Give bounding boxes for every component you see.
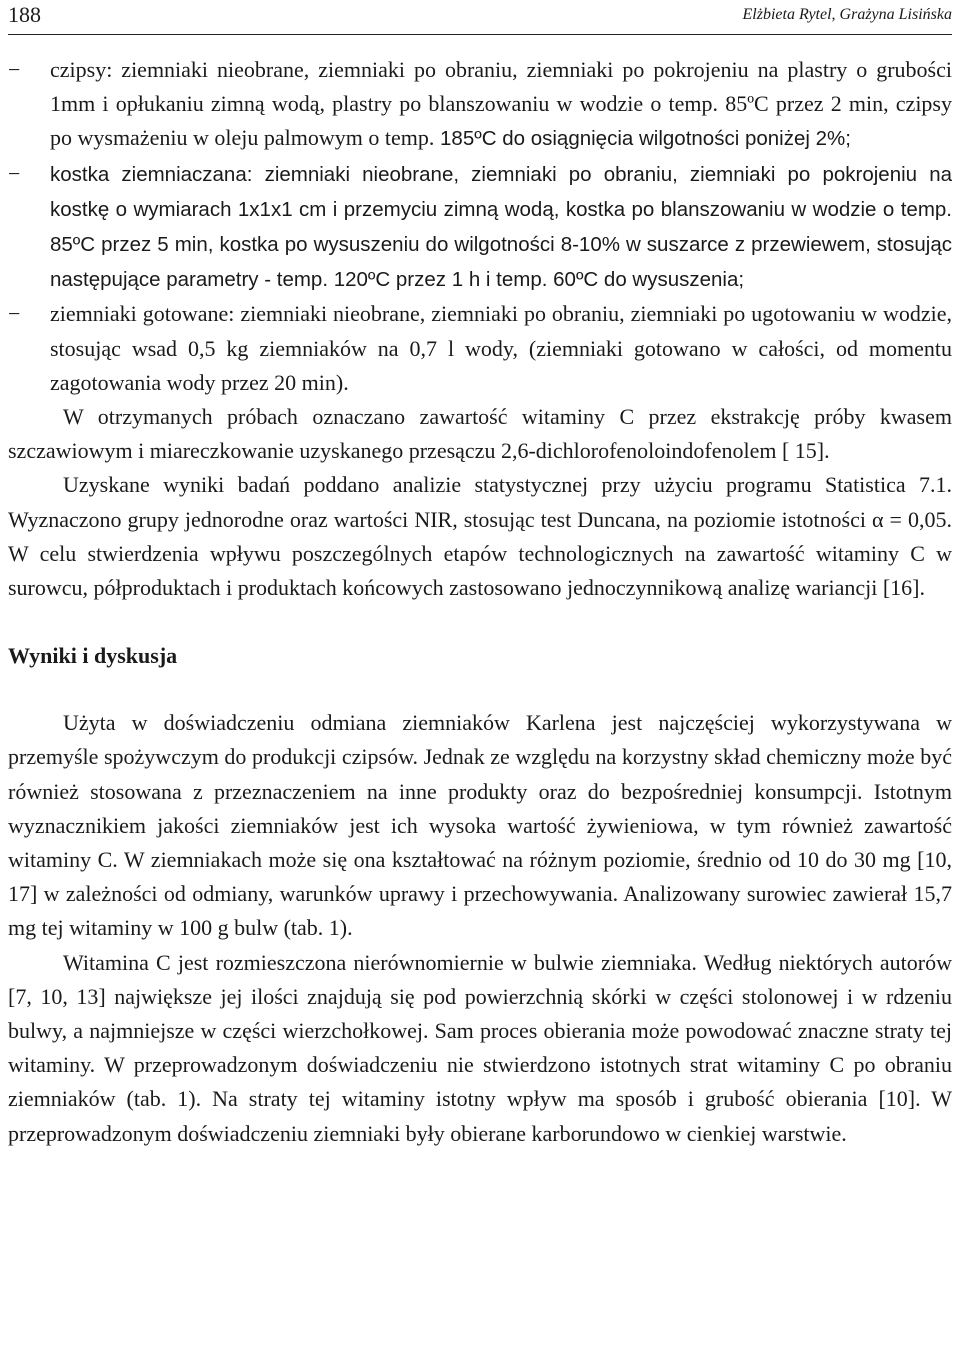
list-item-czipsy [8,53,952,157]
list-item-text-sans: kostka ziemniaczana: ziemniaki nieobrane, ziemniaki po obraniu, ziemniaki po pokrojeniu na kostkę o wymiarach 1x1x1 cm i przemyciu zimną wodą, kostka po blanszowaniu w wodzie o temp. 85ºC przez 5 min, kostka po wysuszeniu do wilgotności 8-10% w suszarce z przewiewem, stosując następujące parametry - temp. 120ºC przez 1 h i temp. 60ºC do wysuszenia; [50,162,952,292]
section-heading: Wyniki i dyskusja [8,643,178,669]
list-dash: − [8,160,21,186]
paragraph-methods-2: Uzyskane wyniki badań poddano analizie statystycznej przy użyciu programu Statistica 7.1. Wyznaczono grupy jednorodne oraz wartości NIR, stosując test Duncana, na poziomie istotności α = 0,05. W celu stwierdzenia wpływu poszczególnych etapów technologicznych na zawartość witaminy C w surowcu, półproduktach i produktach końcowych zastosowano jednoczynnikową analizę wariancji [16]. [8,472,952,601]
list-item-gotowane [8,297,952,400]
list-dash: − [8,57,21,82]
list-item-text-sans: 185ºC do osiągnięcia wilgotności poniżej 2%; [434,127,851,151]
page-body [8,53,952,1151]
paragraph-results-2: Witamina C jest rozmieszczona nierównomiernie w bulwie ziemniaka. Według niektórych autorów [7, 10, 13] największe jej ilości znajdują się pod powierzchnią skórki w części stolonowej i w rdzeniu bulwy, a najmniejsze w części wierzchołkowej. Sam proces obierania może powodować znaczne straty tej witaminy. W przeprowadzonym doświadczeniu nie stwierdzono istotnych strat witaminy C po obraniu ziemniaków (tab. 1). Na straty tej witaminy istotny wpływ ma sposób i grubość obierania [10]. W przeprowadzonym doświadczeniu ziemniaki były obierane karborundowo w cienkiej warstwie. [8,949,952,1146]
paragraph-methods-1: W otrzymanych próbach oznaczano zawartość witaminy C przez ekstrakcję próby kwasem szczawiowym i miareczkowanie uzyskanego przesączu 2,6-dichlorofenoloindofenolem [ 15]. [8,404,952,464]
page-header [8,0,952,35]
processing-steps-list [8,53,952,400]
list-dash: − [8,301,21,327]
page-number: 188 [8,2,41,27]
list-item-text: ziemniaki gotowane: ziemniaki nieobrane, ziemniaki po obraniu, ziemniaki po ugotowaniu w wodzie, stosując wsad 0,5 kg ziemniaków na 0,7 l wody, (ziemniaki gotowano w całości, od momentu zagotowania wody przez 20 min). [50,301,952,395]
list-item-kostka [8,157,952,298]
list-item-text: czipsy: ziemniaki nieobrane, ziemniaki po obraniu, ziemniaki po pokrojeniu na plastry o grubości 1mm i opłukaniu zimną wodą, plastry po blanszowaniu w wodzie o temp. 85ºC przez 2 min, czipsy po wysmażeniu w oleju palmowym o temp. [50,57,952,151]
paragraph-results-1: Użyta w doświadczeniu odmiana ziemniaków Karlena jest najczęściej wykorzystywana w przemyśle spożywczym do produkcji czipsów. Jednak ze względu na korzystny skład chemiczny może być również stosowana z przeznaczeniem na inne produkty oraz do bezpośredniej konsumpcji. Istotnym wyznacznikiem jakości ziemniaków jest ich wysoka wartość żywieniowa, w tym również zawartość witaminy C. W ziemniakach może się ona kształtować na różnym poziomie, średnio od 10 do 30 mg [10, 17] w zależności od odmiany, warunków uprawy i przechowywania. Analizowany surowiec zawierał 15,7 mg tej witaminy w 100 g bulw (tab. 1). [8,710,952,941]
running-head-authors: Elżbieta Rytel, Grażyna Lisińska [742,6,952,23]
